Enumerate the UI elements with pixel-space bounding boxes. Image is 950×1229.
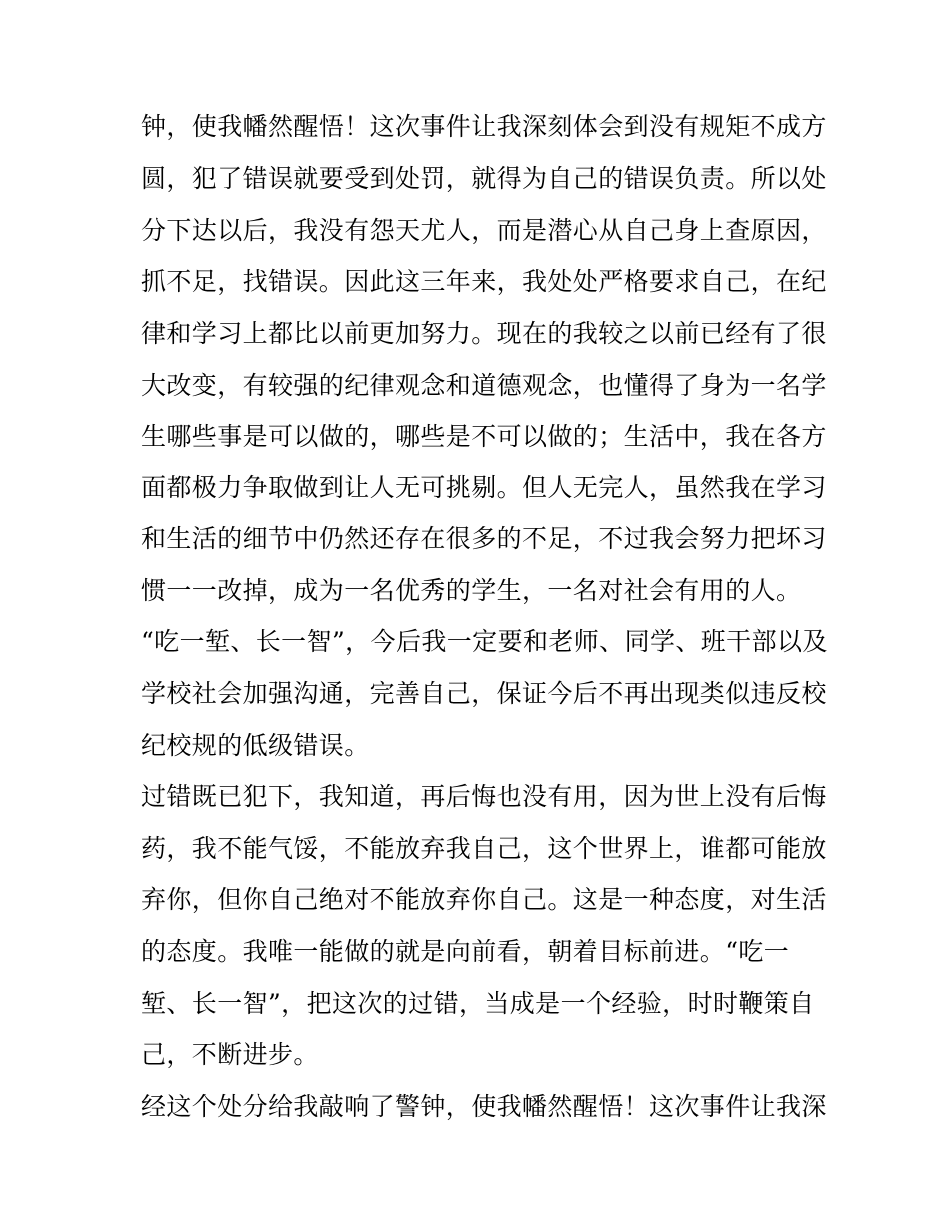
- text-line: 己，不断进步。: [141, 1040, 319, 1069]
- text-line: 纪校规的低级错误。: [141, 731, 370, 760]
- text-line: 经这个处分给我敲响了警钟，使我幡然醒悟！这次事件让我深: [141, 1092, 827, 1121]
- text-line: 过错既已犯下，我知道，再后悔也没有用，因为世上没有后悔: [141, 782, 827, 811]
- text-line: 圆，犯了错误就要受到处罚，就得为自己的错误负责。所以处: [141, 164, 827, 193]
- text-line: 堑、长一智”，把这次的过错，当成是一个经验，时时鞭策自: [141, 989, 815, 1018]
- text-line: 钟，使我幡然醒悟！这次事件让我深刻体会到没有规矩不成方: [141, 112, 827, 141]
- text-line: 学校社会加强沟通，完善自己，保证今后不再出现类似违反校: [141, 679, 827, 708]
- text-line: 律和学习上都比以前更加努力。现在的我较之以前已经有了很: [141, 319, 827, 348]
- text-line: 弃你，但你自己绝对不能放弃你自己。这是一种态度，对生活: [141, 885, 827, 914]
- text-line: 药，我不能气馁，不能放弃我自己，这个世界上，谁都可能放: [141, 834, 827, 863]
- text-line: 分下达以后，我没有怨天尤人，而是潜心从自己身上查原因，: [141, 216, 827, 245]
- text-line: 的态度。我唯一能做的就是向前看，朝着目标前进。“吃一: [141, 937, 790, 966]
- text-line: 大改变，有较强的纪律观念和道德观念，也懂得了身为一名学: [141, 371, 827, 400]
- text-line: 抓不足，找错误。因此这三年来，我处处严格要求自己，在纪: [141, 267, 827, 296]
- text-line: “吃一堑、长一智”，今后我一定要和老师、同学、班干部以及: [141, 627, 828, 656]
- text-line: 惯一一改掉，成为一名优秀的学生，一名对社会有用的人。: [141, 576, 802, 605]
- text-line: 生哪些事是可以做的，哪些是不可以做的；生活中，我在各方: [141, 422, 827, 451]
- text-line: 面都极力争取做到让人无可挑剔。但人无完人，虽然我在学习: [141, 473, 827, 502]
- text-line: 和生活的细节中仍然还存在很多的不足，不过我会努力把坏习: [141, 524, 827, 553]
